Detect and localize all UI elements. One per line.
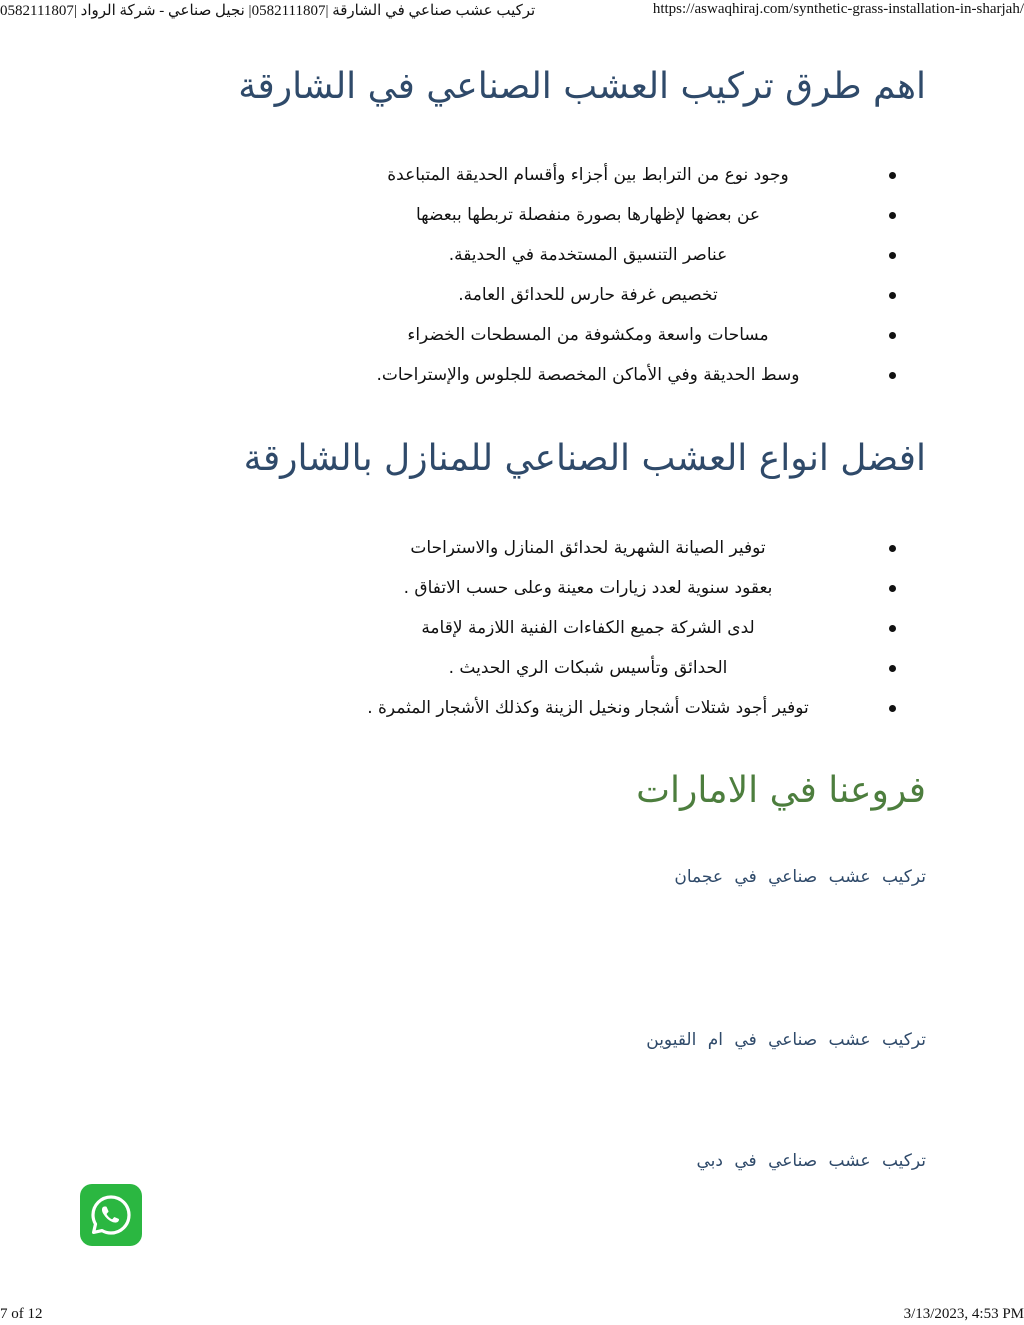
whatsapp-button[interactable] <box>80 1184 142 1246</box>
list-item: توفير أجود شتلات أشجار ونخيل الزينة وكذلك الأشجار المثمرة . <box>250 688 926 728</box>
bullet-icon <box>889 585 896 592</box>
print-footer <box>0 1303 1024 1325</box>
bullet-icon <box>889 332 896 339</box>
section-heading-methods: اهم طرق تركيب العشب الصناعي في الشارقة <box>238 66 926 107</box>
bullet-icon <box>889 625 896 632</box>
bullet-icon <box>889 665 896 672</box>
methods-list <box>250 155 926 395</box>
list-item: لدى الشركة جميع الكفاءات الفنية اللازمة لإقامة <box>250 608 926 648</box>
bullet-icon <box>889 372 896 379</box>
page-url: https://aswaqhiraj.com/synthetic-grass-installation-in-sharjah/ <box>652 1 1024 17</box>
branch-link-umm-al-quwain[interactable]: تركيب عشب صناعي في ام القيوين <box>646 1030 926 1050</box>
list-item: مساحات واسعة ومكشوفة من المسطحات الخضراء <box>250 315 926 355</box>
bullet-icon <box>889 705 896 712</box>
best-types-list <box>250 528 926 728</box>
branch-link-ajman[interactable]: تركيب عشب صناعي في عجمان <box>674 867 926 887</box>
list-item: تخصيص غرفة حارس للحدائق العامة. <box>250 275 926 315</box>
branch-link-dubai[interactable]: تركيب عشب صناعي في دبي <box>696 1151 926 1171</box>
list-item: بعقود سنوية لعدد زيارات معينة وعلى حسب الاتفاق . <box>250 568 926 608</box>
print-date: 3/13/2023, 4:53 PM <box>903 1306 1024 1322</box>
print-header <box>0 0 1024 22</box>
list-item: توفير الصيانة الشهرية لحدائق المنازل والاستراحات <box>250 528 926 568</box>
list-item: وسط الحديقة وفي الأماكن المخصصة للجلوس والإستراحات. <box>250 355 926 395</box>
bullet-icon <box>889 545 896 552</box>
list-item: عن بعضها لإظهارها بصورة منفصلة تربطها ببعضها <box>250 195 926 235</box>
section-heading-best-types: افضل انواع العشب الصناعي للمنازل بالشارقة <box>243 438 926 479</box>
bullet-icon <box>889 252 896 259</box>
list-item: الحدائق وتأسيس شبكات الري الحديث . <box>250 648 926 688</box>
bullet-icon <box>889 172 896 179</box>
bullet-icon <box>889 212 896 219</box>
bullet-icon <box>889 292 896 299</box>
whatsapp-icon <box>87 1191 135 1239</box>
list-item: وجود نوع من الترابط بين أجزاء وأقسام الحديقة المتباعدة <box>250 155 926 195</box>
section-heading-branches: فروعنا في الامارات <box>636 770 926 811</box>
list-item: عناصر التنسيق المستخدمة في الحديقة. <box>250 235 926 275</box>
page-number: 7 of 12 <box>0 1306 43 1322</box>
document-title: تركيب عشب صناعي في الشارقة |0582111807| نجيل صناعي - شركة الرواد |0582111807 <box>0 3 536 19</box>
